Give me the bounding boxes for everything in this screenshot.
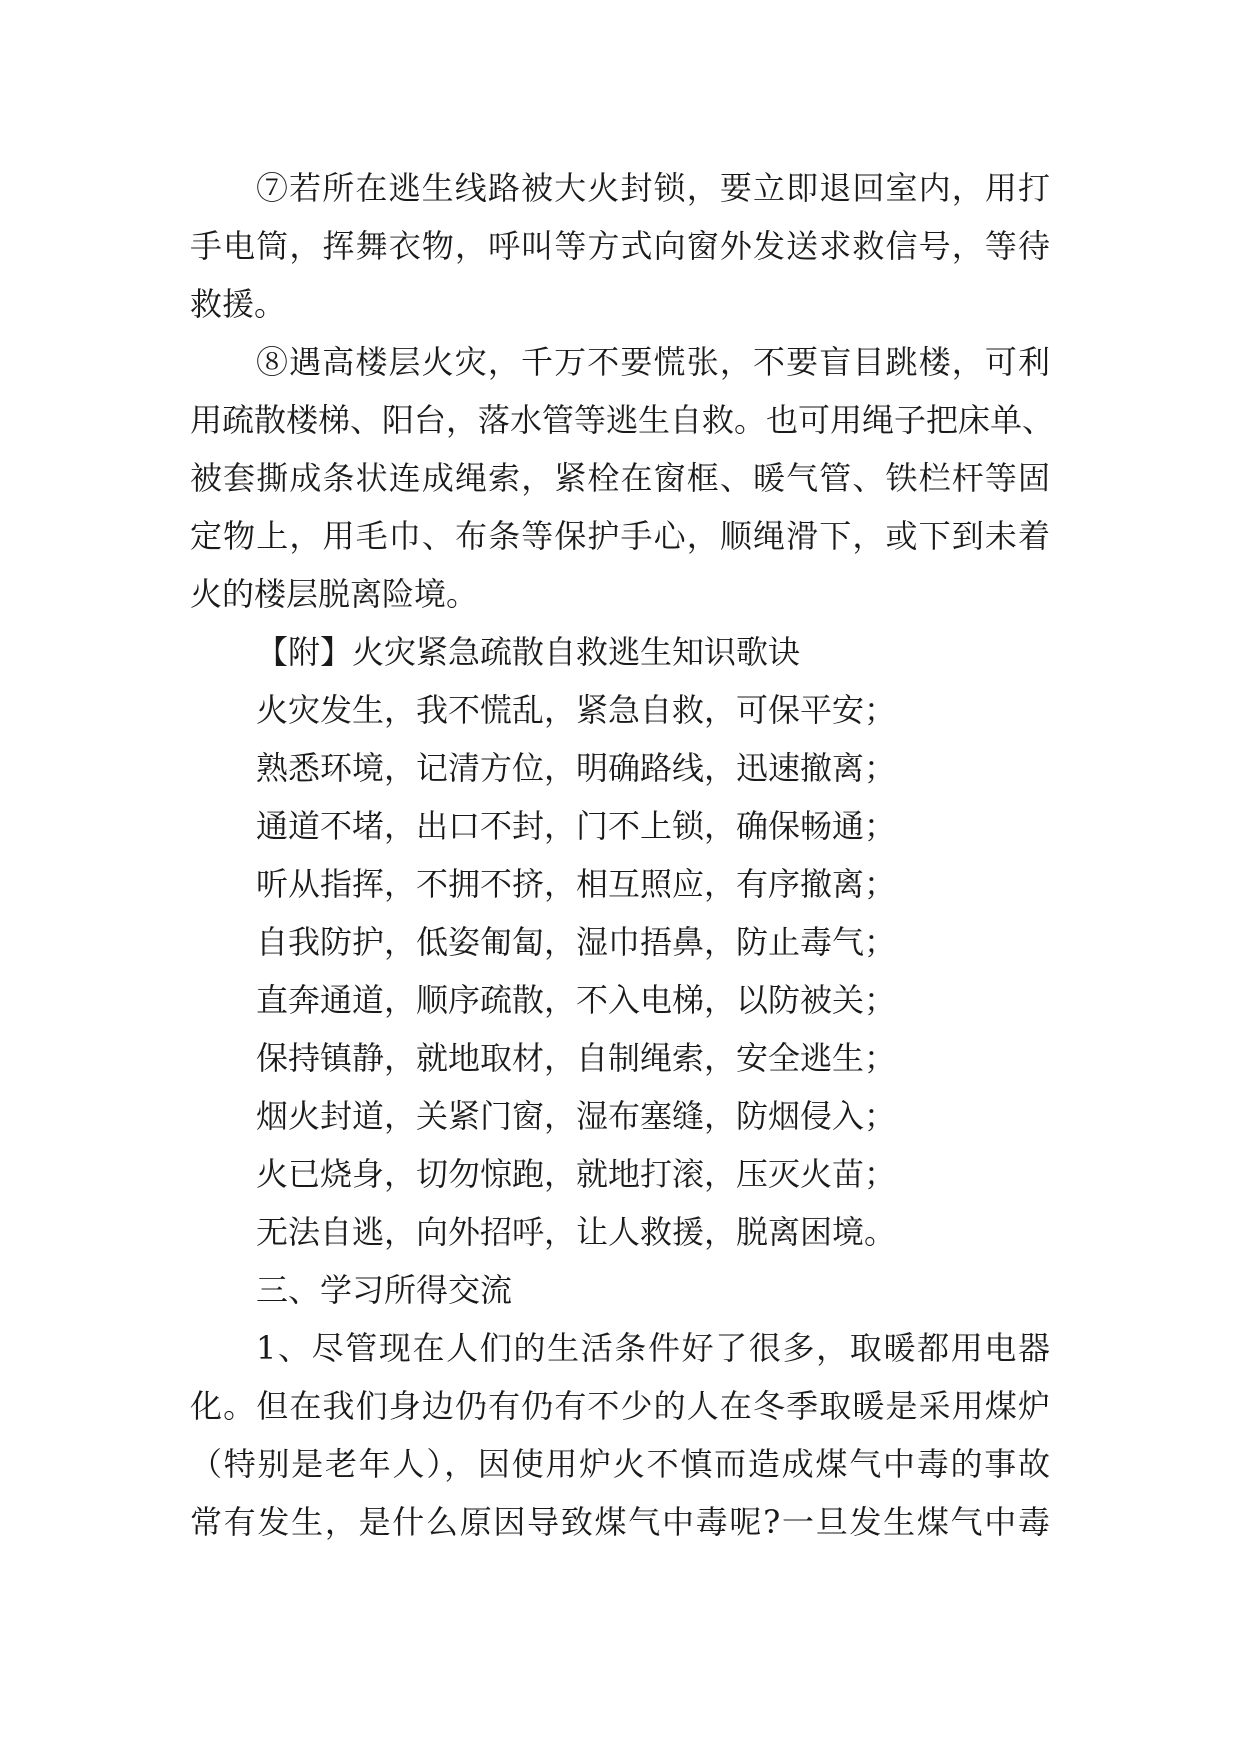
paragraph-line: 救援。 — [190, 285, 287, 323]
paragraph-line: 手电筒，挥舞衣物，呼叫等方式向窗外发送求救信号，等待 — [190, 227, 1050, 265]
verse-line: 听从指挥，不拥不挤，相互照应，有序撤离； — [256, 865, 897, 903]
verse-line: 无法自逃，向外招呼，让人救援，脱离困境。 — [256, 1213, 897, 1251]
verse-line: 保持镇静，就地取材，自制绳索，安全逃生； — [256, 1039, 897, 1077]
paragraph-line: 1、尽管现在人们的生活条件好了很多，取暖都用电器 — [256, 1329, 1050, 1367]
paragraph-line: 化。但在我们身边仍有仍有不少的人在冬季取暖是采用煤炉 — [190, 1387, 1050, 1425]
paragraph-line: 被套撕成条状连成绳索，紧栓在窗框、暖气管、铁栏杆等固 — [190, 459, 1050, 497]
verse-heading: 【附】火灾紧急疏散自救逃生知识歌诀 — [256, 633, 801, 671]
verse-line: 直奔通道，顺序疏散，不入电梯，以防被关； — [256, 981, 897, 1019]
paragraph-line: 用疏散楼梯、阳台，落水管等逃生自救。也可用绳子把床单、 — [190, 401, 1055, 439]
verse-line: 熟悉环境，记清方位，明确路线，迅速撤离； — [256, 749, 897, 787]
paragraph-line: ⑦若所在逃生线路被大火封锁，要立即退回室内，用打 — [256, 169, 1050, 207]
paragraph-line: 火的楼层脱离险境。 — [190, 575, 479, 613]
paragraph-line: 常有发生，是什么原因导致煤气中毒呢?一旦发生煤气中毒 — [190, 1503, 1050, 1541]
section-heading: 三、学习所得交流 — [256, 1271, 513, 1309]
verse-line: 烟火封道，关紧门窗，湿布塞缝，防烟侵入； — [256, 1097, 897, 1135]
verse-line: 火灾发生，我不慌乱，紧急自救，可保平安； — [256, 691, 897, 729]
verse-line: 通道不堵，出口不封，门不上锁，确保畅通； — [256, 807, 897, 845]
verse-line: 自我防护，低姿匍匐，湿巾捂鼻，防止毒气； — [256, 923, 897, 961]
verse-line: 火已烧身，切勿惊跑，就地打滚，压灭火苗； — [256, 1155, 897, 1193]
paragraph-line: （特别是老年人），因使用炉火不慎而造成煤气中毒的事故 — [190, 1445, 1050, 1483]
paragraph-line: 定物上，用毛巾、布条等保护手心，顺绳滑下，或下到未着 — [190, 517, 1050, 555]
paragraph-line: ⑧遇高楼层火灾，千万不要慌张，不要盲目跳楼，可利 — [256, 343, 1050, 381]
